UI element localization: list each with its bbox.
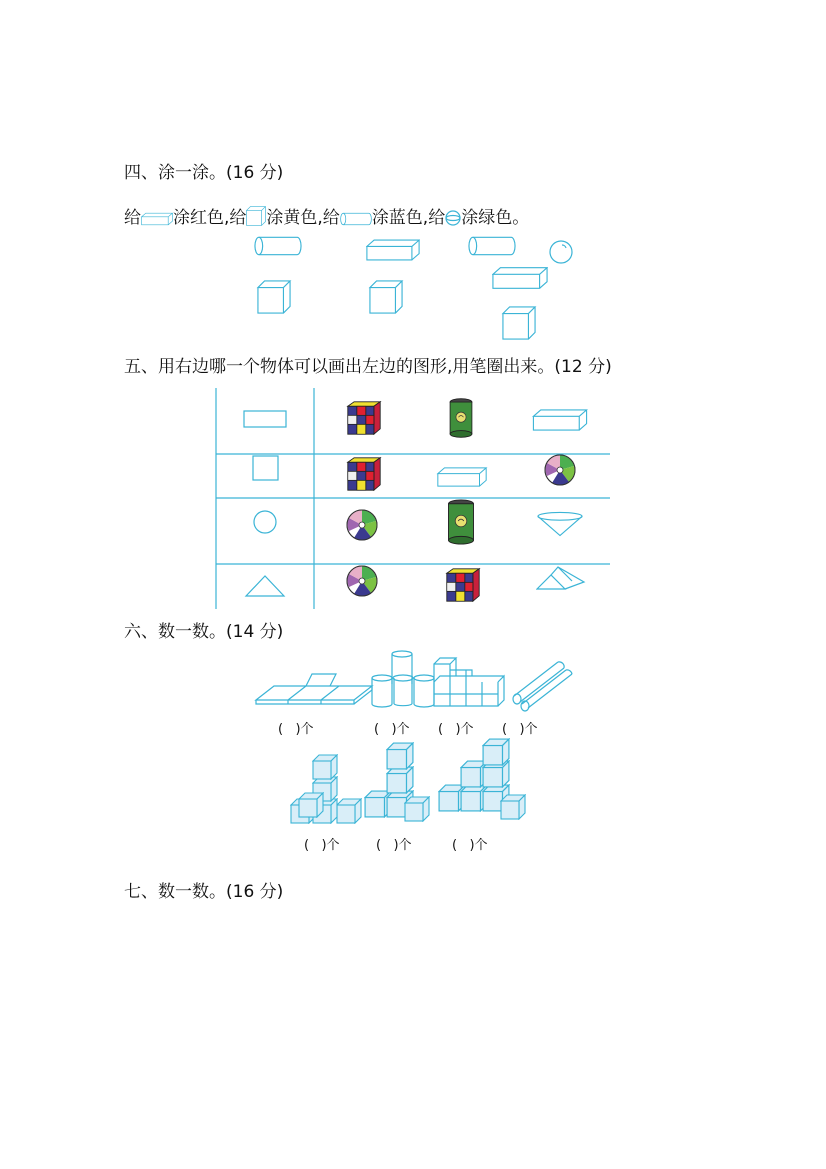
cube-icon (503, 307, 535, 339)
instr-give-1: 给 (124, 208, 141, 228)
matching-table (210, 385, 615, 613)
can-icon (449, 500, 474, 544)
rubiks-cube-icon (447, 569, 479, 601)
cuboid-icon (141, 212, 173, 226)
rubiks-cube-icon (348, 458, 380, 490)
instr-blue: 涂蓝色,给 (371, 208, 446, 228)
sphere-icon (550, 241, 572, 263)
rectangle-icon (244, 411, 286, 427)
triangle-icon (246, 576, 284, 596)
answer-blank-stack-3[interactable]: ( )个 (452, 838, 488, 853)
can-icon (450, 399, 472, 438)
cuboid-icon (367, 240, 419, 260)
beach-ball-icon (347, 566, 377, 596)
cubes-figure (434, 658, 504, 706)
logs-figure (513, 662, 572, 711)
cylinder-icon (255, 237, 301, 254)
answer-blank-logs[interactable]: ( )个 (502, 722, 538, 737)
instr-green: 涂绿色。 (461, 208, 530, 228)
cube-stack-figure-2 (365, 743, 429, 821)
cube-icon (246, 206, 266, 226)
sphere-icon (445, 210, 461, 226)
square-icon (253, 456, 278, 480)
cylinder-icon (469, 237, 515, 254)
answer-blank-cubes[interactable]: ( )个 (438, 722, 474, 737)
flat-cuboids-figure (256, 674, 372, 704)
cuboid-icon (533, 410, 586, 430)
cube-icon (370, 281, 402, 313)
beach-ball-icon (545, 455, 575, 485)
cone-icon (538, 512, 582, 535)
answer-blank-stack-1[interactable]: ( )个 (304, 838, 340, 853)
instr-yellow: 涂黄色,给 (266, 208, 340, 228)
section-5-title: 五、用右边哪一个物体可以画出左边的图形,用笔圈出来。(12 分) (124, 357, 612, 377)
rubiks-cube-icon (348, 402, 380, 434)
shapes-to-color (250, 232, 590, 344)
cube-stack-figure-3 (439, 739, 525, 819)
answer-blank-flat[interactable]: ( )个 (278, 722, 314, 737)
answer-blank-cylinders[interactable]: ( )个 (374, 722, 410, 737)
answer-blank-stack-2[interactable]: ( )个 (376, 838, 412, 853)
cube-stack-figure-1 (291, 755, 361, 823)
cylinders-figure (372, 651, 434, 707)
section-7-title: 七、数一数。(16 分) (124, 882, 284, 902)
section-4-title: 四、涂一涂。(16 分) (124, 163, 284, 183)
counting-figures-row-1 (252, 650, 577, 712)
cuboid-icon (493, 268, 547, 289)
coloring-instruction (124, 206, 529, 229)
triangular-prism-icon (537, 567, 584, 589)
cuboid-icon (438, 468, 486, 486)
section-6-title: 六、数一数。(14 分) (124, 622, 284, 642)
instr-red: 涂红色,给 (173, 208, 247, 228)
beach-ball-icon (347, 510, 377, 540)
counting-figures-row-2 (288, 738, 540, 828)
cylinder-icon (340, 212, 372, 226)
circle-icon (254, 511, 276, 533)
cube-icon (258, 281, 290, 313)
